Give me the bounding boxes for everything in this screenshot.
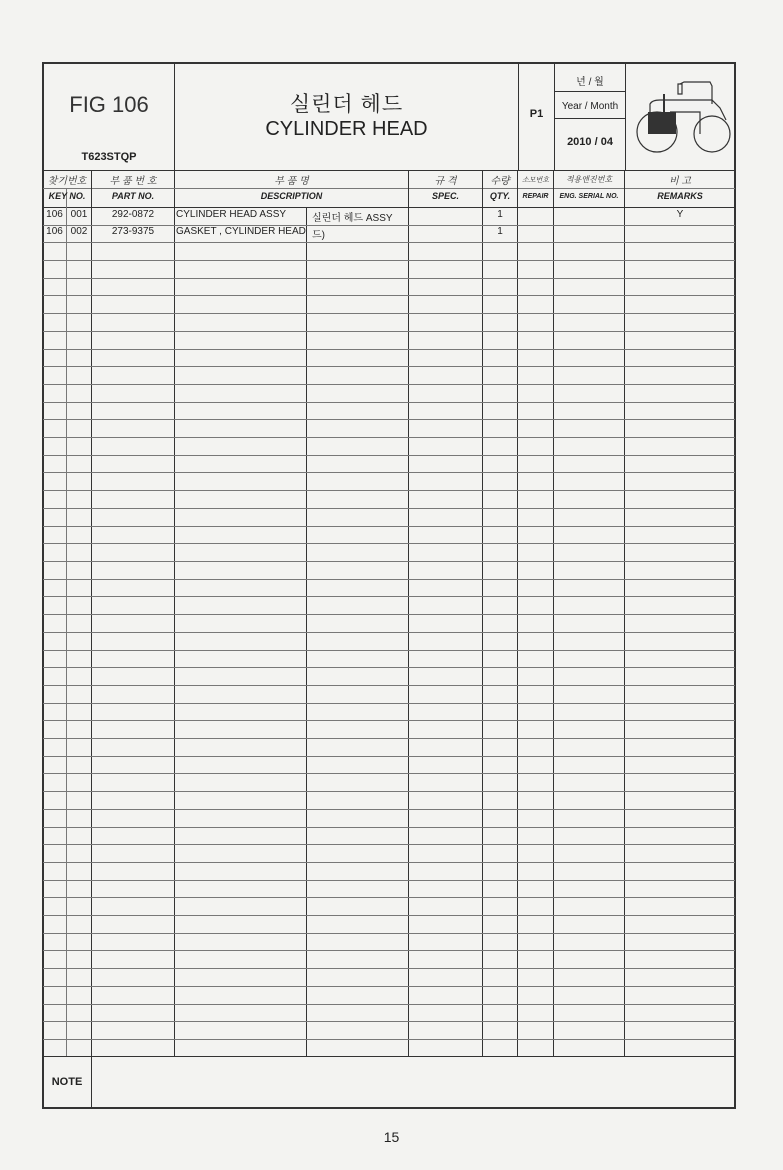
year-month-label-korean: 년 / 월 <box>576 77 604 88</box>
year-month-label: Year / Month <box>561 101 619 112</box>
col-key: KEY NO. <box>48 191 86 201</box>
col-desc-ko: 부 품 명 <box>274 176 309 187</box>
row-rule <box>43 632 735 633</box>
col-spec-ko: 규 격 <box>434 176 457 187</box>
row-rule <box>43 1021 735 1022</box>
key-number: 002 <box>70 226 88 237</box>
col-desc: DESCRIPTION <box>260 191 323 201</box>
row-rule <box>43 472 735 473</box>
col-repair-ko: 소모번호 <box>521 177 550 184</box>
row-rule <box>43 295 735 296</box>
row-rule <box>43 384 735 385</box>
row-rule <box>43 614 735 615</box>
col-key-ko: 찾기번호 <box>47 176 87 187</box>
row-rule <box>43 862 735 863</box>
row-rule <box>43 349 735 350</box>
row-rule <box>43 402 735 403</box>
row-rule <box>43 508 735 509</box>
description: GASKET , CYLINDER HEAD <box>176 226 306 237</box>
tractor-illustration-icon <box>630 72 734 164</box>
col-part-ko: 부 품 번 호 <box>109 176 157 187</box>
remarks: Y <box>676 209 684 220</box>
row-rule <box>43 437 735 438</box>
row-rule <box>43 809 735 810</box>
row-rule <box>43 773 735 774</box>
key-prefix: 106 <box>46 226 63 237</box>
row-rule <box>43 526 735 527</box>
row-rule <box>43 278 735 279</box>
row-rule <box>43 950 735 951</box>
col-serial-ko: 적용엔진번호 <box>565 175 613 184</box>
row-rule <box>43 490 735 491</box>
row-rule <box>43 1039 735 1040</box>
page-title-korean: 실린더 헤드 <box>289 93 404 116</box>
row-rule <box>43 933 735 934</box>
row-rule <box>43 756 735 757</box>
row-rule <box>43 331 735 332</box>
row-rule <box>43 703 735 704</box>
col-remarks: REMARKS <box>657 191 703 201</box>
row-rule <box>43 366 735 367</box>
col-spec: SPEC. <box>431 191 459 201</box>
col-qty: QTY. <box>489 191 511 201</box>
description: CYLINDER HEAD ASSY <box>176 209 287 220</box>
row-rule <box>43 738 735 739</box>
row-rule <box>43 313 735 314</box>
col-serial: ENG. SERIAL NO. <box>559 193 619 200</box>
row-rule <box>43 667 735 668</box>
page-title: CYLINDER HEAD <box>265 118 428 140</box>
row-rule <box>43 968 735 969</box>
row-rule <box>43 1004 735 1005</box>
row-rule <box>43 986 735 987</box>
note-label: NOTE <box>51 1076 83 1088</box>
part-number: 273-9375 <box>111 226 155 237</box>
row-rule <box>43 791 735 792</box>
row-rule <box>43 561 735 562</box>
description-korean: 실린더 헤드 ASSY <box>312 213 393 224</box>
col-qty-ko: 수량 <box>490 176 510 187</box>
col-part: PART NO. <box>111 191 155 201</box>
page-number: 15 <box>383 1129 400 1145</box>
row-rule <box>43 596 735 597</box>
row-rule <box>43 419 735 420</box>
description-korean: 드) <box>312 230 325 241</box>
col-remarks-ko: 비 고 <box>668 176 692 187</box>
row-rule <box>43 685 735 686</box>
revision-date: 2010 / 04 <box>567 136 613 148</box>
row-rule <box>43 242 735 243</box>
row-rule <box>43 915 735 916</box>
model-code: T623STQP <box>81 151 137 163</box>
row-rule <box>43 260 735 261</box>
row-rule <box>43 880 735 881</box>
quantity: 1 <box>497 209 503 220</box>
row-rule <box>43 720 735 721</box>
page-code: P1 <box>529 108 544 120</box>
row-rule <box>43 827 735 828</box>
row-rule <box>43 543 735 544</box>
row-rule <box>43 455 735 456</box>
row-rule <box>43 844 735 845</box>
row-rule <box>43 897 735 898</box>
key-prefix: 106 <box>46 209 63 220</box>
row-rule <box>43 579 735 580</box>
figure-number: FIG 106 <box>69 92 149 117</box>
key-number: 001 <box>70 209 88 220</box>
quantity: 1 <box>497 226 503 237</box>
row-rule <box>43 650 735 651</box>
col-repair: REPAIR <box>522 193 549 200</box>
part-number: 292-0872 <box>111 209 155 220</box>
